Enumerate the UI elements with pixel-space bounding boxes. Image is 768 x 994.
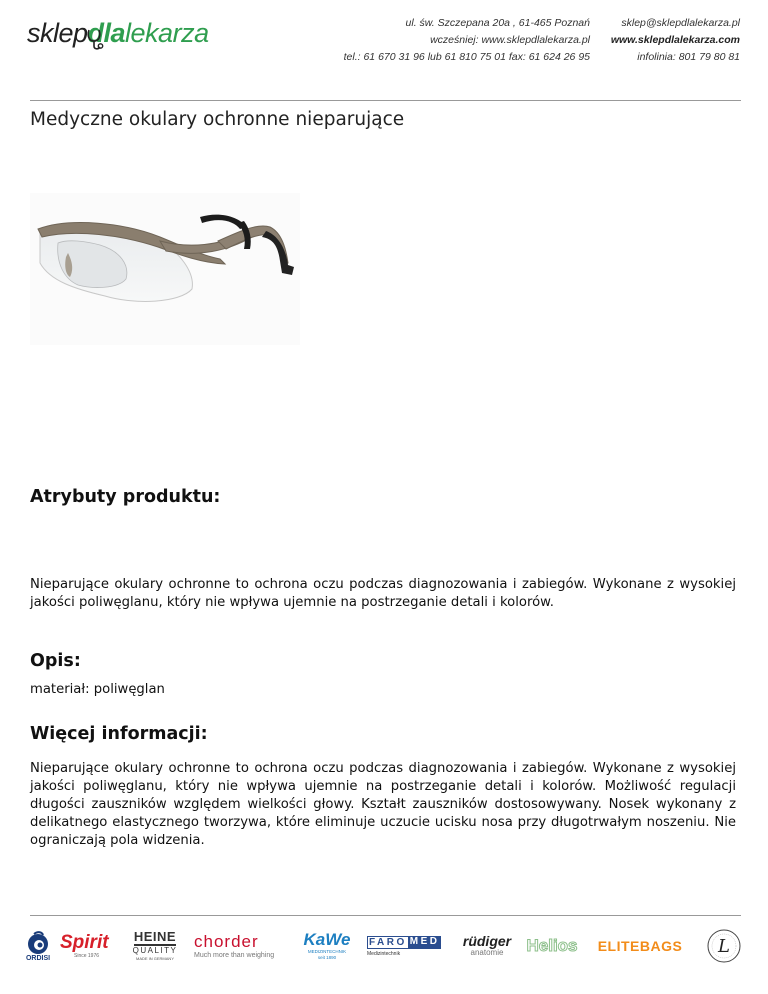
attributes-text: Nieparujące okulary ochronne to ochrona oczu podczas diagnozowania i zabiegów. Wykonane z wysokiej jakości poliwęglanu, który nie wpływa ujemnie na postrzeganie detali i kolorów. bbox=[30, 577, 736, 610]
brand-logos-strip bbox=[22, 926, 746, 970]
header-divider bbox=[30, 100, 741, 101]
attributes-heading: Atrybuty produktu: bbox=[30, 487, 221, 507]
page-header bbox=[0, 0, 768, 90]
infoline-text: infolinia: 801 79 80 81 bbox=[637, 51, 740, 63]
l-seal-icon bbox=[706, 928, 742, 964]
brand-logo-spirit[interactable]: Spirit Since 1976 bbox=[60, 932, 109, 959]
address-line: ul. św. Szczepana 20a , 61-465 Poznań bbox=[405, 17, 590, 29]
ordisi-mark-icon bbox=[26, 931, 50, 955]
description-heading: Opis: bbox=[30, 651, 81, 671]
brand-logo-faromed[interactable]: FARO MED Medizintechnik bbox=[367, 935, 440, 957]
description-text: materiał: poliwęglan bbox=[30, 682, 165, 697]
product-image bbox=[30, 193, 300, 345]
brand-logo-helios[interactable]: Helios bbox=[526, 936, 578, 955]
product-title: Medyczne okulary ochronne nieparujące bbox=[30, 109, 405, 130]
brand-logo-kawe[interactable]: KaWe MEDIZINTECHNIK seit 1890 bbox=[303, 930, 351, 960]
brand-logo-rudiger[interactable]: rüdiger anatomie bbox=[462, 933, 512, 957]
brand-logo-elitebags[interactable]: ELITEBAGS bbox=[597, 938, 683, 954]
phone-line: tel.: 61 670 31 96 lub 61 810 75 01 fax: 61 624 26 95 bbox=[343, 51, 590, 63]
more-info-text: Nieparujące okulary ochronne to ochrona oczu podczas diagnozowania i zabiegów. Wykonane z wysokiej jakości poliwęglanu, który nie wpływa ujemnie na postrzeganie detali i kolorów. Możliwość regulacji długości zauszników względem wielkości głowy. Kształt zauszników dostosowywany. Nosek wykonany z delikatnego elastycznego tworzywa, które eliminuje uczucie ucisku nosa przy długotrwałym noszeniu. Nie ograniczają pola widzenia. bbox=[30, 761, 736, 848]
email-link[interactable]: sklep@sklepdlalekarza.pl bbox=[621, 17, 740, 29]
previous-site-line: wcześniej: www.sklepdlalekarza.pl bbox=[430, 34, 590, 46]
store-logo[interactable]: sklepdlalekarza bbox=[27, 18, 209, 49]
store-address-block bbox=[344, 15, 590, 66]
stethoscope-icon bbox=[85, 28, 105, 52]
more-info-heading: Więcej informacji: bbox=[30, 724, 208, 744]
brand-logo-ordisi[interactable]: ORDISI bbox=[22, 926, 54, 966]
store-contact-block bbox=[611, 15, 740, 66]
footer-divider bbox=[30, 915, 741, 916]
website-link[interactable]: www.sklepdlalekarza.com bbox=[610, 34, 740, 46]
safety-glasses-image bbox=[30, 193, 300, 345]
brand-logo-l[interactable] bbox=[704, 926, 744, 966]
brand-logo-heine[interactable]: HEINE QUALITY MADE IN GERMANY bbox=[132, 929, 178, 961]
svg-text:L: L bbox=[718, 936, 730, 957]
brand-logo-chorder[interactable]: chorder Much more than weighing bbox=[194, 931, 275, 959]
